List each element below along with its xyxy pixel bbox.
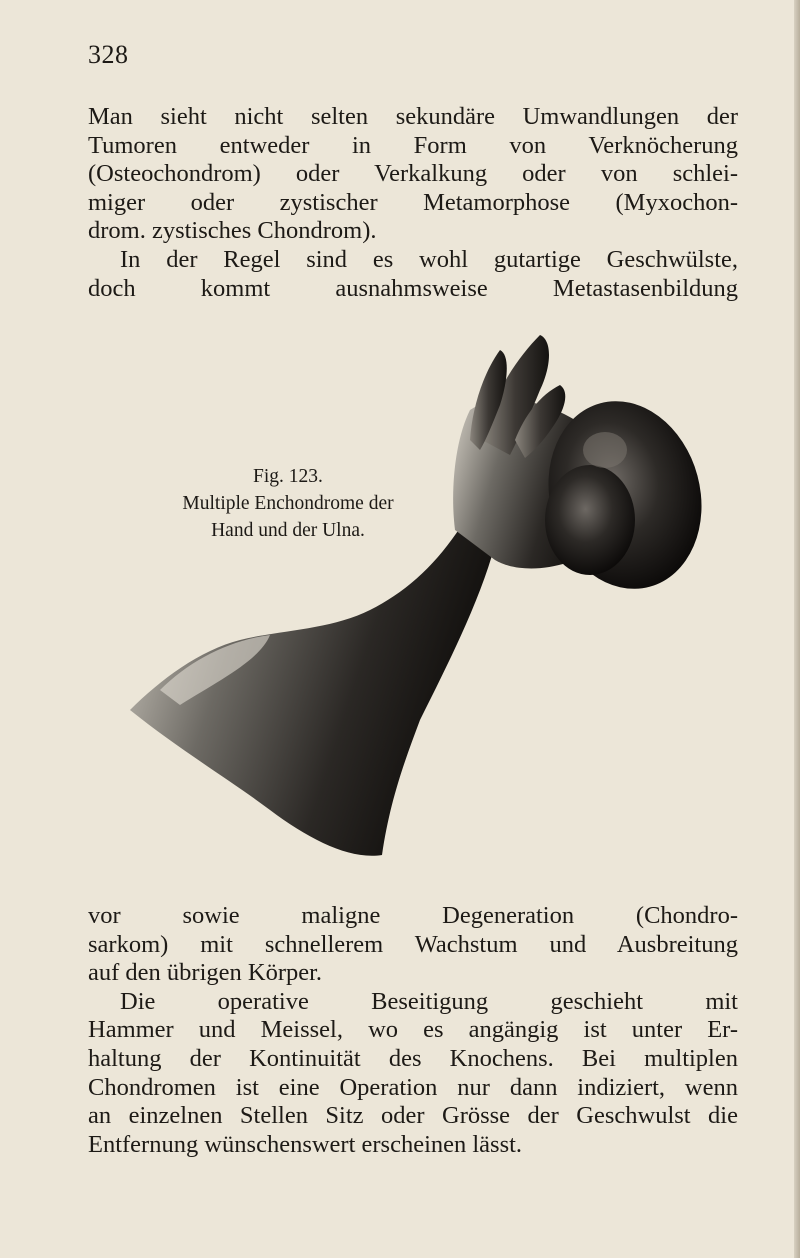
text-line: (Osteochondrom) oder Verkalkung oder von schlei- [88, 160, 738, 188]
text-line: Man sieht nicht selten sekundäre Umwandlungen der [88, 103, 738, 130]
text-line: vor sowie maligne Degeneration (Chondro- [88, 902, 738, 929]
text-line: miger oder zystischer Metamorphose (Myxochon- [88, 188, 738, 216]
text-line: Tumoren entweder in Form von Verknöcherung [88, 131, 738, 159]
text-line: drom. zystisches Chondrom). [88, 217, 377, 245]
caption-line: Multiple Enchondrome der [182, 493, 394, 514]
text-line: In der Regel sind es wohl gutartige Geschwülste, [120, 245, 738, 273]
text-line: auf den übrigen Körper. [88, 959, 323, 987]
figure-label: Fig. 123. [253, 466, 323, 487]
paragraph-bottom [88, 902, 738, 1159]
text-line: Chondromen ist eine Operation nur dann indiziert, wenn [88, 1073, 738, 1101]
text-line: doch kommt ausnahmsweise Metastasenbildung [88, 274, 738, 302]
text-line: haltung der Kontinuität des Knochens. Bei multiplen [88, 1044, 738, 1072]
text-line: Entfernung wünschenswert erscheinen lässt. [88, 1130, 523, 1158]
hand-arm-illustration [120, 330, 710, 870]
caption-line: Hand und der Ulna. [211, 520, 365, 541]
text-line: sarkom) mit schnellerem Wachstum und Ausbreitung [88, 930, 738, 958]
figure-caption [148, 463, 428, 544]
paragraph-top [88, 103, 738, 303]
text-line: Die operative Beseitigung geschieht mit [120, 987, 738, 1015]
text-line: an einzelnen Stellen Sitz oder Grösse der Geschwulst die [88, 1102, 738, 1130]
figure-hand-photo [120, 330, 710, 870]
text-line: Hammer und Meissel, wo es angängig ist unter Er- [88, 1016, 738, 1044]
page-edge [794, 0, 800, 1258]
page-number: 328 [88, 40, 129, 69]
